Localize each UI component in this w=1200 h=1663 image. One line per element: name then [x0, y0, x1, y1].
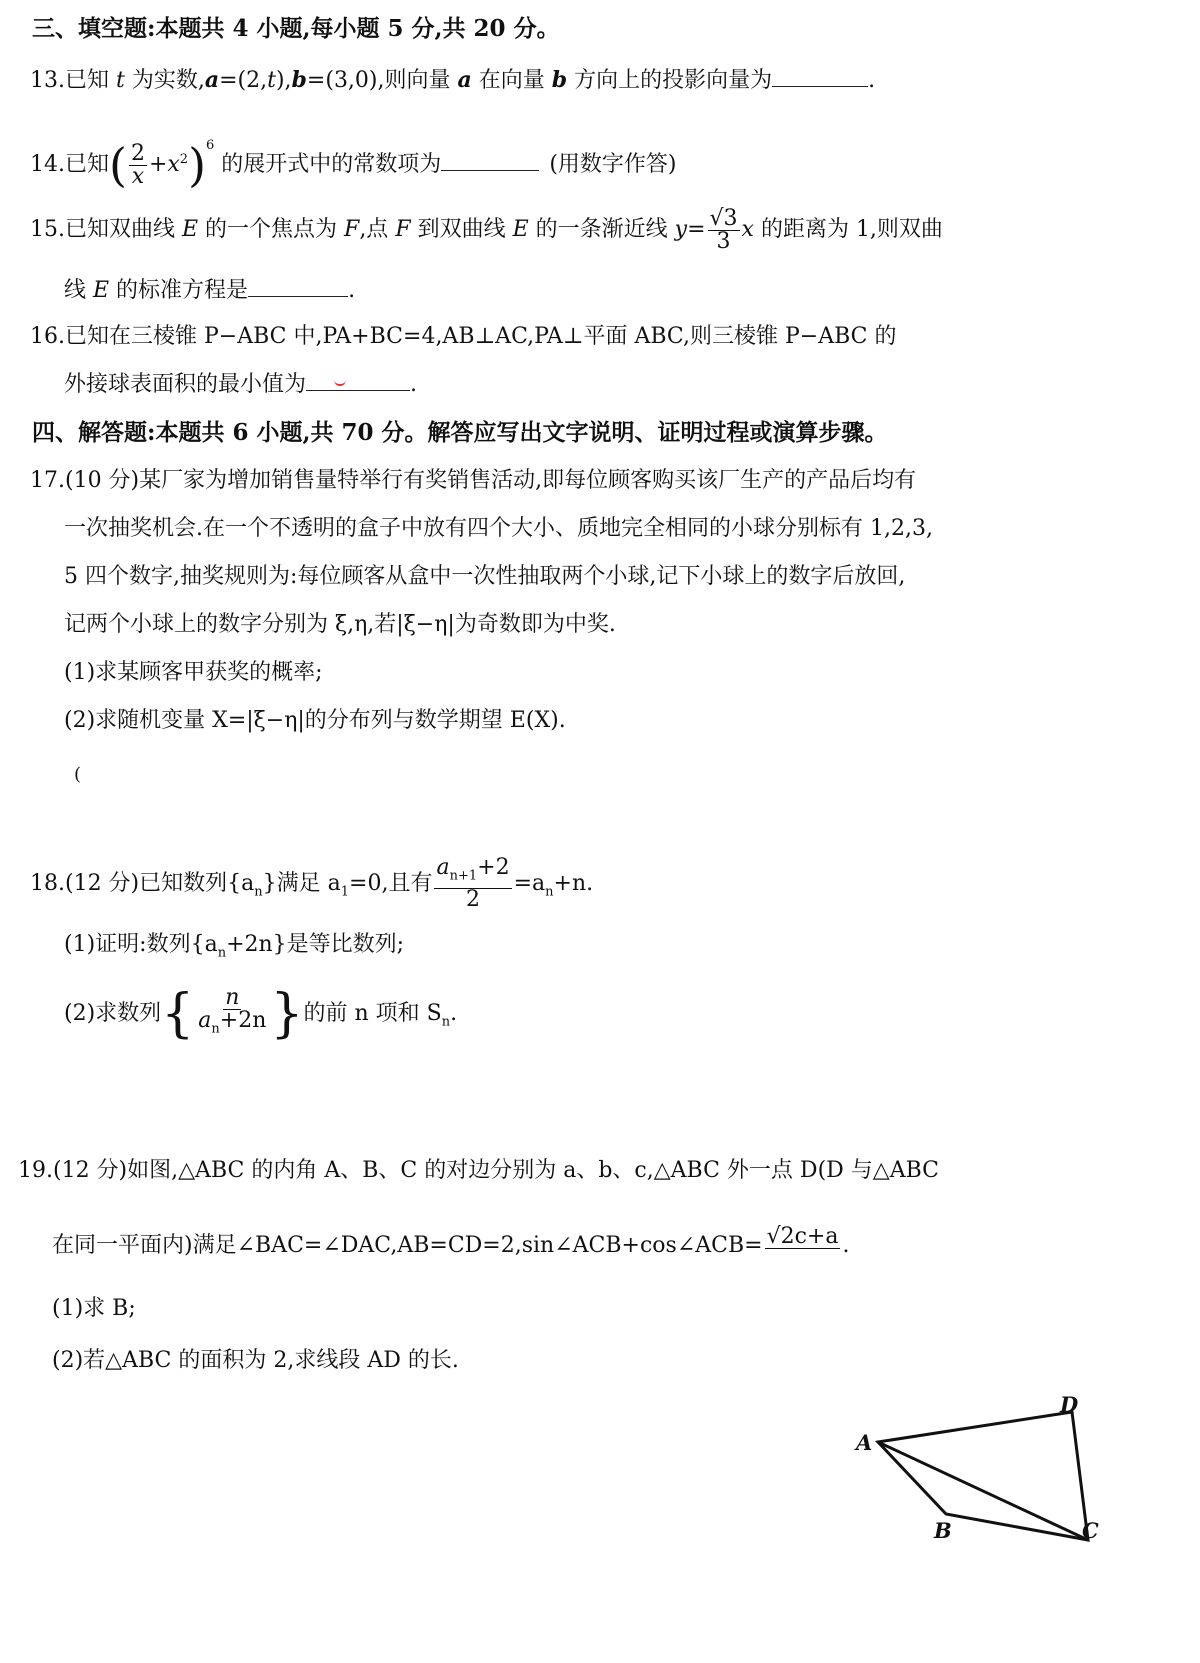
q15-text: 的距离为 1,则双曲: [753, 217, 943, 242]
q14-text: 的展开式中的常数项为: [214, 152, 442, 177]
q19-text: 在同一平面内)满足∠BAC=∠DAC,AB=CD=2,sin∠ACB+cos∠ACB=: [52, 1233, 763, 1258]
q18-end: .: [450, 1001, 458, 1026]
question-19-line1: 19.(12 分)如图,△ABC 的内角 A、B、C 的对边分别为 a、b、c,△ABC 外一点 D(D 与△ABC: [18, 1158, 939, 1183]
q15-prefix: 15.已知双曲线: [30, 217, 182, 242]
q15-var-y: y: [674, 217, 688, 242]
question-17-part2: (2)求随机变量 X=|ξ−η|的分布列与数学期望 E(X).: [64, 708, 566, 733]
question-17-line1: 17.(10 分)某厂家为增加销售量特举行有奖销售活动,即每位顾客购买该厂生产的产品后均有: [30, 468, 917, 493]
q19-fraction: [765, 1223, 841, 1267]
q18-sub: n: [545, 884, 554, 900]
question-19-part2: (2)若△ABC 的面积为 2,求线段 AD 的长.: [52, 1348, 459, 1373]
q18-text: (2)求数列: [64, 1001, 162, 1026]
q18-text: =0,且有: [349, 871, 433, 896]
q18-text: +2n: [219, 1008, 267, 1034]
q13-text: 为实数,: [124, 68, 205, 93]
question-15-line1: [30, 202, 943, 258]
q13-var-t: t: [115, 68, 125, 93]
q18-text: =a: [513, 871, 546, 896]
q14-note: (用数字作答): [549, 152, 677, 177]
q14-frac-num: 2: [130, 140, 145, 166]
q18-left-brace: {: [161, 984, 195, 1044]
q13-var-a: a: [457, 67, 472, 93]
quadrilateral-abcd: [878, 1412, 1088, 1540]
answer-blank-13[interactable]: [772, 64, 868, 87]
q15-var-F: F: [395, 217, 411, 242]
q13-text: ),: [275, 68, 292, 93]
q18-text: +n.: [553, 871, 594, 896]
q14-right-paren: ): [188, 138, 207, 192]
q18-sub: n: [211, 1021, 220, 1037]
q15-text: ,点: [359, 217, 396, 242]
label-B: B: [934, 1518, 952, 1543]
question-19-line2: [52, 1218, 849, 1274]
q13-text: 方向上的投影向量为: [567, 68, 773, 93]
q14-prefix: 14.已知: [30, 152, 109, 177]
q14-exponent: 6: [206, 138, 215, 153]
q18-sub: 1: [340, 884, 350, 900]
q18-text: +2n}是等比数列;: [226, 932, 405, 957]
section3-title: 三、填空题:本题共 4 小题,每小题 5 分,共 20 分。: [32, 15, 560, 42]
q18-var-a: a: [198, 1008, 212, 1034]
q14-square: 2: [179, 152, 189, 167]
q19-frac-num: √2c+a: [766, 1223, 839, 1249]
q18-prefix: 18.(12 分)已知数列{a: [30, 871, 255, 896]
question-18: [30, 856, 593, 912]
label-C: C: [1082, 1518, 1099, 1543]
q15-var-x: x: [741, 217, 754, 242]
q14-frac-den: x: [131, 163, 145, 189]
q18-sub: n+1: [449, 868, 478, 884]
q19-frac-den: [801, 1249, 805, 1267]
q15-frac-num: √3: [709, 205, 738, 231]
q13-text: =(2,: [219, 68, 268, 93]
label-D: D: [1060, 1392, 1079, 1417]
q18-text: }满足 a: [262, 871, 341, 896]
q14-plus-x: +x: [148, 152, 180, 177]
q18-var-a: a: [436, 855, 450, 881]
q15-var-F: F: [344, 217, 360, 242]
q15-text: 到双曲线: [410, 217, 513, 242]
q16-text: 外接球表面积的最小值为: [64, 372, 307, 397]
answer-blank-15[interactable]: [248, 274, 348, 297]
q13-text: =(3,0),则向量: [306, 68, 458, 93]
q13-var-t: t: [267, 68, 276, 93]
q18-text: (1)证明:数列{a: [64, 932, 218, 957]
question-16-line1: 16.已知在三棱锥 P−ABC 中,PA+BC=4,AB⊥AC,PA⊥平面 ABC,则三棱锥 P−ABC 的: [30, 324, 897, 349]
q18-fraction: [434, 857, 511, 910]
q13-text: 在向量: [471, 68, 552, 93]
q18-frac-den: [196, 1010, 268, 1040]
q18-text: +2: [477, 855, 510, 881]
q18-text: 的前 n 项和 S: [303, 1001, 442, 1026]
q15-var-E: E: [512, 217, 529, 242]
question-17-line2: 一次抽奖机会.在一个不透明的盒子中放有四个大小、质地完全相同的小球分别标有 1,2,3,: [64, 516, 933, 541]
q15-text: 的一个焦点为: [198, 217, 345, 242]
q18-sub: n: [441, 1014, 451, 1030]
q15-var-E: E: [93, 278, 110, 303]
q15-end: .: [348, 278, 356, 303]
q15-fraction: [708, 205, 740, 254]
triangle-figure: [850, 1390, 1130, 1570]
question-16-line2: [64, 368, 417, 400]
q19-end: .: [842, 1233, 850, 1258]
diagonal-ac: [878, 1442, 1088, 1540]
question-15-line2: [64, 274, 355, 306]
answer-blank-14[interactable]: [441, 148, 539, 171]
q13-var-a: a: [204, 67, 220, 93]
question-17-line4: 记两个小球上的数字分别为 ξ,η,若|ξ−η|为奇数即为中奖.: [64, 612, 616, 637]
q15-text: 的标准方程是: [109, 278, 249, 303]
stray-mark: (: [74, 764, 82, 785]
q18-right-brace: }: [270, 984, 304, 1044]
q15-text: 的一条渐近线: [528, 217, 675, 242]
q18-part2-fraction: [196, 987, 268, 1040]
red-pen-mark: [334, 380, 346, 386]
q18-frac-num: n: [225, 985, 240, 1011]
q13-var-b: b: [551, 67, 568, 93]
question-14: [30, 118, 677, 192]
question-19-part1: (1)求 B;: [52, 1296, 136, 1321]
q13-end: .: [868, 68, 876, 93]
q15-equals: =: [687, 217, 706, 242]
question-18-part1: [64, 930, 404, 968]
q16-end: .: [410, 372, 418, 397]
question-13: [30, 64, 875, 96]
question-17-line3: 5 四个数字,抽奖规则为:每位顾客从盒中一次性抽取两个小球,记下小球上的数字后放回,: [64, 564, 906, 589]
question-17-part1: (1)求某顾客甲获奖的概率;: [64, 660, 323, 685]
q15-frac-den: 3: [716, 228, 731, 254]
label-A: A: [856, 1430, 873, 1455]
q18-frac-num: [434, 857, 511, 888]
q15-text: 线: [64, 278, 93, 303]
q15-var-E: E: [181, 217, 199, 242]
q18-sub: n: [254, 884, 263, 900]
q13-var-b: b: [291, 67, 307, 93]
q14-fraction: [129, 140, 147, 189]
q13-prefix: 13.已知: [30, 68, 116, 93]
q18-sub: n: [217, 945, 227, 961]
question-18-part2: [64, 984, 457, 1044]
section4-title: 四、解答题:本题共 6 小题,共 70 分。解答应写出文字说明、证明过程或演算步骤。: [32, 419, 888, 446]
answer-blank-16[interactable]: [306, 368, 410, 391]
q14-left-paren: (: [109, 138, 127, 192]
q18-frac-den: 2: [466, 886, 481, 912]
